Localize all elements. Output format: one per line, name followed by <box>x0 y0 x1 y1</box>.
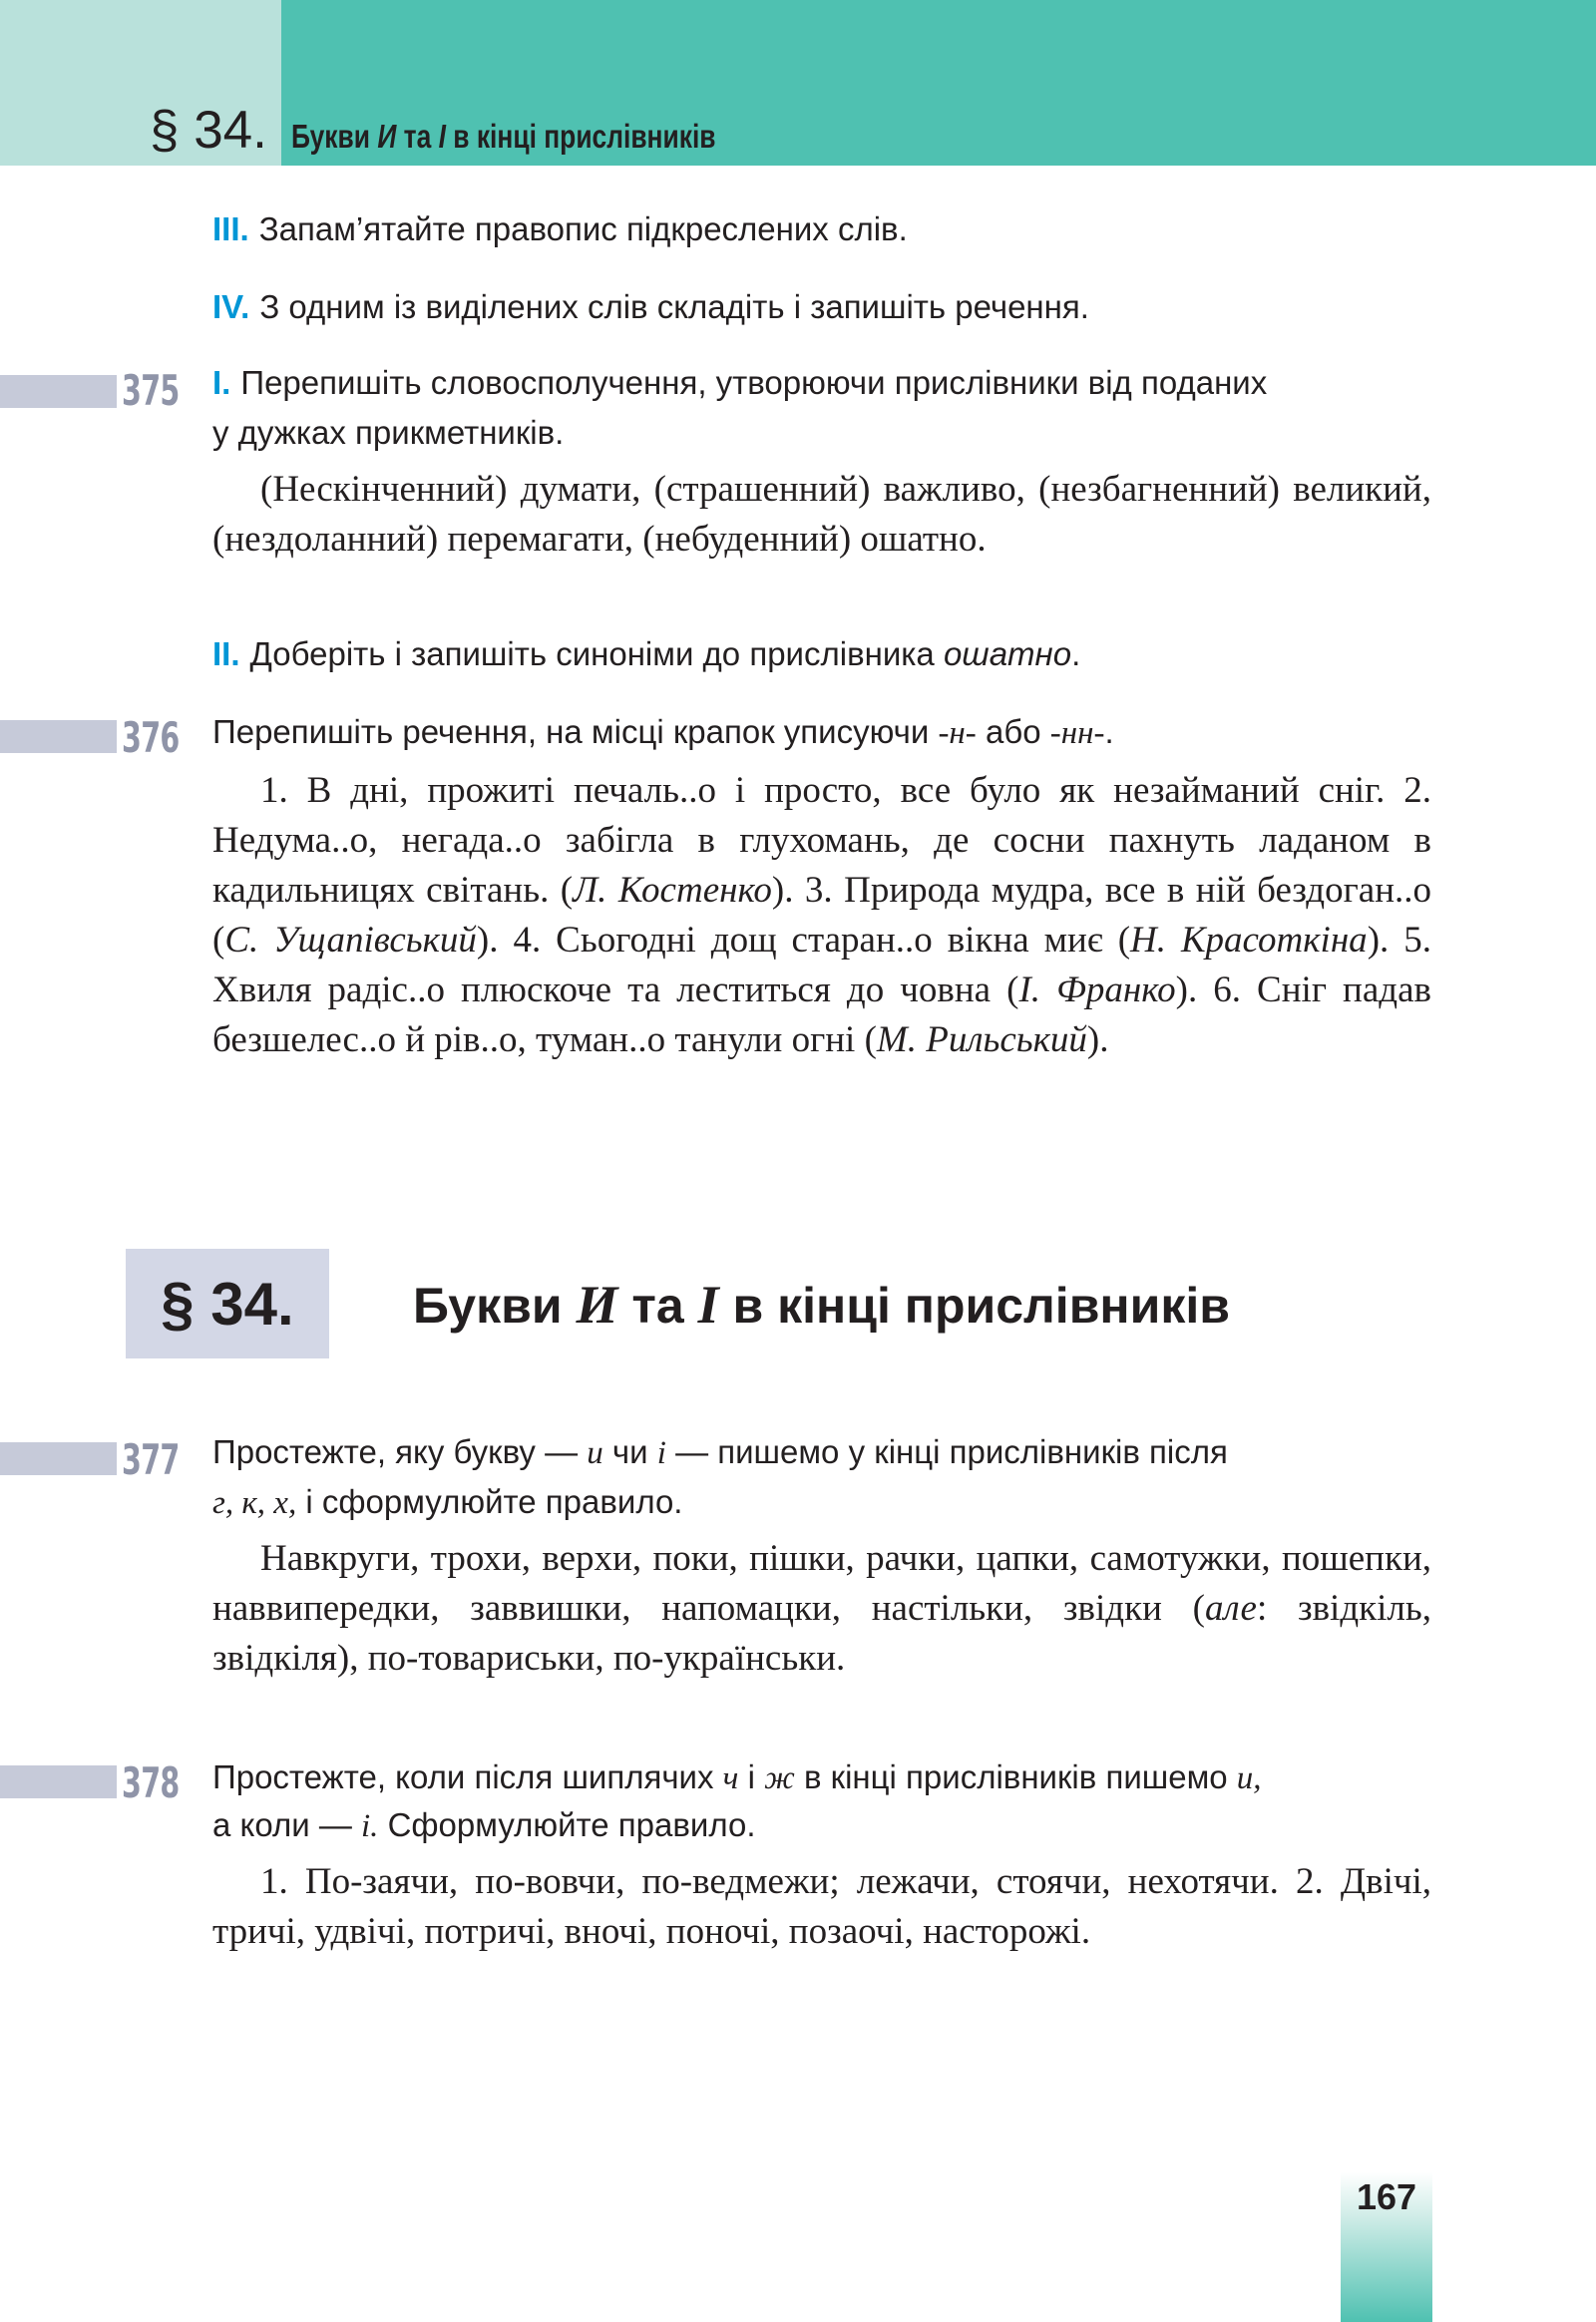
exercise-376-number: 376 <box>122 713 180 762</box>
exercise-375-i-line1: Перепишіть словосполучення, утворюючи прислівники від поданих <box>240 364 1268 401</box>
exercise-376-body: 1. В дні, прожиті печаль..о і просто, все було як незайманий сніг. 2. Недума..о, негада..о забігла в глухомань, де сосни пахнуть ладаном в кадильницях світань. (Л. Костенко). 3. Природа мудра, все в ній бездоган..о (С. Ущапівський). 4. Сьогодні дощ старан..о вікна миє (Н. Красоткіна). 5. Хвиля радіс..о плюскоче та леститься до човна (І. Франко). 6. Сніг падав безшелес..о й рів..о, туман..о танули огні (М. Рильський). <box>212 770 1432 1060</box>
exercise-375-i-line2: у дужках прикметників. <box>212 414 565 451</box>
exercise-375-i-label: I. <box>212 364 231 401</box>
section-number-box: § 34. <box>126 1249 329 1358</box>
exercise-378-task-line2: а коли — і. Сформулюйте правило. <box>212 1806 756 1844</box>
exercise-378-task-line1: Простежте, коли після шиплячих ч і ж в кінці прислівників пишемо и, <box>212 1758 1262 1796</box>
task-iv <box>212 283 1431 331</box>
running-header-title: Букви И та І в кінці прислівників <box>290 118 716 155</box>
exercise-375-bar <box>0 375 117 408</box>
exercise-378-body: 1. По-заячи, по-вовчи, по-ведмежи; лежачи, стоячи, нехотячи. 2. Двічі, тричі, удвічі, потричі, вночі, поночі, позаочі, насторожі. <box>212 1861 1431 1952</box>
exercise-375-ii-label: II. <box>212 635 240 672</box>
exercise-377-task-line1: Простежте, яку букву — и чи і — пишемо у кінці прислівників після <box>212 1433 1228 1471</box>
exercise-375-number: 375 <box>122 366 180 415</box>
task-iii <box>212 205 1431 253</box>
exercise-376-task: Перепишіть речення, на місці крапок уписуючи -н- або -нн-. <box>212 713 1114 751</box>
page-number: 167 <box>1356 2176 1417 2217</box>
task-iii-text: Запам’ятайте правопис підкреслених слів. <box>258 210 908 247</box>
exercise-375-body: (Нескінченний) думати, (страшенний) важливо, (незбагненний) великий, (нездоланний) перемагати, (небуденний) ошатно. <box>212 469 1431 560</box>
section-title: Букви И та І в кінці прислівників <box>413 1275 1231 1335</box>
task-iv-label: IV. <box>212 288 250 325</box>
exercise-375-task-i <box>212 359 1431 407</box>
running-header <box>150 100 822 170</box>
exercise-377-task-line2: г, к, х, і сформулюйте правило. <box>212 1483 683 1521</box>
exercise-376-bar <box>0 720 117 753</box>
exercise-377-number: 377 <box>122 1435 180 1484</box>
task-iii-label: III. <box>212 210 249 247</box>
exercise-375-task-ii: II. Доберіть і запишіть синоніми до прислівника ошатно. <box>212 635 1081 672</box>
exercise-378-bar <box>0 1765 117 1798</box>
running-header-section: § 34. <box>150 101 267 160</box>
exercise-377-body: Навкруги, трохи, верхи, поки, пішки, рачки, цапки, самотужки, пошепки, наввипередки, заввишки, напомацки, настільки, звідки (але: звідкіль, звідкіля), по-товариськи, по-українськи. <box>212 1538 1431 1679</box>
exercise-377-bar <box>0 1442 117 1475</box>
exercise-378-number: 378 <box>122 1758 180 1807</box>
task-iv-text: З одним із виділених слів складіть і запишіть речення. <box>259 288 1089 325</box>
